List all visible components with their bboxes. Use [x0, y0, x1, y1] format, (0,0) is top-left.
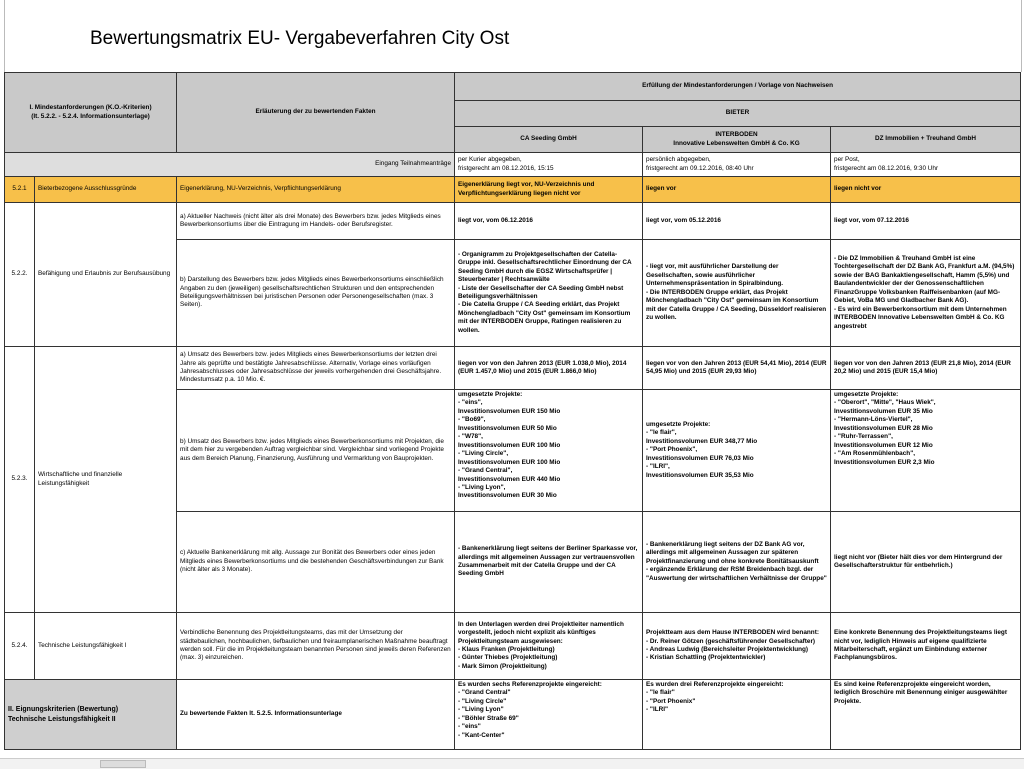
evaluation-matrix [4, 72, 1021, 750]
row-5-2-1-value-3: liegen nicht vor [831, 177, 1021, 203]
header-row-1 [5, 73, 1021, 101]
row-eignungskriterien [5, 680, 1021, 750]
row-5-2-4-criterion: Technische Leistungsfähigkeit I [35, 613, 177, 680]
row-5-2-1-number: 5.2.1 [5, 177, 35, 203]
row-5-2-1-value-2: liegen vor [643, 177, 831, 203]
header-criteria: I. Mindestanforderungen (K.O.-Kriterien) (lt. 5.2.2. - 5.2.4. Informationsunterlage) [5, 73, 177, 153]
row-5-2-3-b-value-1: umgesetzte Projekte: - "eins", Investitionsvolumen EUR 150 Mio - "Bo69", Investitionsvolumen EUR 50 Mio - "W78", Investitionsvolumen EUR 100 Mio - "Living Circle", Investitionsvolumen EUR 100 Mio - "Grand Central", Investitionsvolumen EUR 440 Mio - "Living Lyon", Investitionsvolumen EUR 30 Mio [455, 390, 643, 512]
row-5-2-2-a [5, 203, 1021, 240]
row-5-2-1-fact: Eigenerklärung, NU-Verzeichnis, Verpflichtungserklärung [177, 177, 455, 203]
page-title: Bewertungsmatrix EU- Vergabeverfahren City Ost [90, 28, 510, 49]
row-5-2-3-a-value-2: liegen vor von den Jahren 2013 (EUR 54,41 Mio), 2014 (EUR 54,95 Mio) und 2015 (EUR 29,93 Mio) [643, 347, 831, 390]
row-5-2-4-fact: Verbindliche Benennung des Projektleitungsteams, das mit der Umsetzung der städtebaulichen, hochbaulichen, tiefbaulichen und freiraumplanerischen Maßnahme beauftragt werden soll. Für die im Projektleitungsteam benannten Personen sind jeweils deren Referenzen (max. 3) einzureichen. [177, 613, 455, 680]
row-5-2-4-number: 5.2.4. [5, 613, 35, 680]
row-5-2-1-criterion: Bieterbezogene Ausschlussgründe [35, 177, 177, 203]
row-5-2-2-b-value-2: - liegt vor, mit ausführlicher Darstellung der Gesellschaften, sowie ausführlicher Unternehmenspräsentation in Spiralbindung. - Die INTERBODEN Gruppe erklärt, das Projekt Mönchengladbach "City Ost" gemeinsam im Konsortium mit der Catella Gruppe / CA Seeding, Düsseldorf realisieren zu wollen. [643, 240, 831, 347]
header-facts: Erläuterung der zu bewertenden Fakten [177, 73, 455, 153]
header-fulfillment: Erfüllung der Mindestanforderungen / Vorlage von Nachweisen [455, 73, 1021, 101]
row-5-2-1 [5, 177, 1021, 203]
row-5-2-2-criterion: Befähigung und Erlaubnis zur Berufsausübung [35, 203, 177, 347]
row-5-2-2-a-fact: a) Aktueller Nachweis (nicht älter als drei Monate) des Bewerbers bzw. jedes Mitglieds eines Bewerberkonsortiums über die Eintragung im Handels- oder Berufsregister. [177, 203, 455, 240]
header-bieter: BIETER [455, 101, 1021, 127]
bidder-dz-immobilien: DZ Immobilien + Treuhand GmbH [831, 127, 1021, 153]
row-5-2-4 [5, 613, 1021, 680]
row-5-2-3-a-value-1: liegen vor von den Jahren 2013 (EUR 1.038,0 Mio), 2014 (EUR 1.457,0 Mio) und 2015 (EUR 1.866,0 Mio) [455, 347, 643, 390]
row-5-2-3-a-fact: a) Umsatz des Bewerbers bzw. jedes Mitglieds eines Bewerberkonsortiums der letzten drei Jahre als geprüfte und bestätigte Jahresabschlüsse. Alternativ, Vorlage eines vorläufigen Jahresabschlusses oder Jahresabschlüsse der jeweils vorhergehenden drei Geschäftsjahre. Mindestumsatz p.a. 10 Mio. €. [177, 347, 455, 390]
eingang-value-3: per Post, fristgerecht am 08.12.2016, 9:30 Uhr [831, 153, 1021, 177]
row-5-2-3-a-value-3: liegen vor von den Jahren 2013 (EUR 21,8 Mio), 2014 (EUR 20,2 Mio) und 2015 (EUR 15,4 Mio) [831, 347, 1021, 390]
row-5-2-2-b-fact: b) Darstellung des Bewerbers bzw. jedes Mitglieds eines Bewerberkonsortiums einschließlich Angaben zu den (jeweiligen) gesellschaftsrechtlichen Strukturen und den entsprechenden Beteiligungsverhältnissen bei juristischen Personen oder Personengesellschaften (max. 3 Seiten). [177, 240, 455, 347]
row-5-2-2-a-value-3: liegt vor, vom 07.12.2016 [831, 203, 1021, 240]
row-5-2-3-c-fact: c) Aktuelle Bankenerklärung mit allg. Aussage zur Bonität des Bewerbers oder eines jeden Mitglieds eines Bewerberkonsortiums und die bestehenden Geschäftsverbindungen zur Bank (nicht älter als 3 Monate). [177, 512, 455, 613]
scrollbar-thumb[interactable] [100, 760, 146, 768]
row-ii-value-3: Es sind keine Referenzprojekte eingereicht worden, lediglich Broschüre mit Benennung einiger ausgewählter Projekte. [831, 680, 1021, 750]
row-5-2-2-a-value-2: liegt vor, vom 05.12.2016 [643, 203, 831, 240]
eingang-value-1: per Kurier abgegeben, fristgerecht am 08.12.2016, 15:15 [455, 153, 643, 177]
row-ii-value-2: Es wurden drei Referenzprojekte eingereicht: - "le flair" - "Port Phoenix" - "ILRI" [643, 680, 831, 750]
row-5-2-3-c-value-3: liegt nicht vor (Bieter hält dies vor dem Hintergrund der Gesellschafterstruktur für entbehrlich.) [831, 512, 1021, 613]
row-5-2-3-criterion: Wirtschaftliche und finanzielle Leistungsfähigkeit [35, 347, 177, 613]
bidder-ca-seeding: CA Seeding GmbH [455, 127, 643, 153]
horizontal-scrollbar[interactable] [0, 758, 1024, 769]
row-5-2-2-number: 5.2.2. [5, 203, 35, 347]
row-5-2-3-c-value-1: - Bankenerklärung liegt seitens der Berliner Sparkasse vor, allerdings mit allgemeinen Aussagen zur vertrauensvollen Zusammenarbeit mit der Catella Gruppe und der CA Seeding GmbH [455, 512, 643, 613]
row-ii-value-1: Es wurden sechs Referenzprojekte eingereicht: - "Grand Central" - "Living Circle" - "Living Lyon" - "Böhler Straße 69" - "eins" - "Kant-Center" [455, 680, 643, 750]
row-5-2-4-value-1: In den Unterlagen werden drei Projektleiter namentlich vorgestellt, jedoch nicht explizit als künftiges Projektleitungsteam ausgewiesen: - Klaus Franken (Projektleitung) - Günter Thiebes (Projektleitung) - Mark Simon (Projektleitung) [455, 613, 643, 680]
row-5-2-3-b-value-2: umgesetzte Projekte: - "le flair", Investitionsvolumen EUR 348,77 Mio - "Port Phoenix", Investitionsvolumen EUR 76,03 Mio - "ILRI", Investitionsvolumen EUR 35,53 Mio [643, 390, 831, 512]
row-5-2-4-value-2: Projektteam aus dem Hause INTERBODEN wird benannt: - Dr. Reiner Götzen (geschäftsführender Gesellschafter) - Andreas Ludwig (Bereichsleiter Projektentwicklung) - Kristian Schattling (Projektentwickler) [643, 613, 831, 680]
row-5-2-3-c-value-2: - Bankenerklärung liegt seitens der DZ Bank AG vor, allerdings mit allgemeinen Aussagen zur späteren Projektfinanzierung und ohne konkrete Bonitätsauskunft - ergänzende Erklärung der RSM Breidenbach bzgl. der "Auswertung der wirtschaftlichen Verhältnisse der Gruppe" [643, 512, 831, 613]
row-5-2-4-value-3: Eine konkrete Benennung des Projektleitungsteams liegt nicht vor, lediglich Hinweis auf eigene qualifizierte Mitarbeiterschaft, ergänzt um Einbindung externer Fachplanungsbüros. [831, 613, 1021, 680]
row-5-2-2-b-value-1: - Organigramm zu Projektgesellschaften der Catella-Gruppe inkl. Gesellschaftsrechtlicher Einordnung der CA Seeding GmbH durch die EGSZ Wirtschaftsprüfer | Steuerberater | Rechtsanwälte - Liste der Gesellschafter der CA Seeding GmbH nebst Beteiligungsverhältnissen - Die Catella Gruppe / CA Seeding erklärt, das Projekt Mönchengladbach "City Ost" gemeinsam im Konsortium mit der INTERBODEN Gruppe, Ratingen realisieren zu wollen. [455, 240, 643, 347]
row-5-2-1-value-1: Eigenerklärung liegt vor, NU-Verzeichnis und Verpflichtungserklärung liegen nicht vor [455, 177, 643, 203]
row-5-2-2-b-value-3: - Die DZ Immobilien & Treuhand GmbH ist eine Tochtergesellschaft der DZ Bank AG, Frankfurt a.M. (94,5%) sowie der BAG Bankaktiengesellschaft, Hamm (5,5%) und Baulandentwickler der der Genossenschaftlichen FinanzGruppe Volksbanken Raiffeisenbanken (auf MG-Gebiet, VoBa MG und Gladbacher Bank AG). - Es wird ein Bewerberkonsortium mit dem Unternehmen INTERBODEN Innovative Lebenswelten GmbH & Co. KG angestrebt [831, 240, 1021, 347]
row-ii-fact: Zu bewertende Fakten lt. 5.2.5. Informationsunterlage [177, 680, 455, 750]
row-5-2-3-a [5, 347, 1021, 390]
bidder-interboden: INTERBODEN Innovative Lebenswelten GmbH & Co. KG [643, 127, 831, 153]
row-5-2-3-b-value-3: umgesetzte Projekte: - "Oberort", "Mitte", "Haus Wiek", Investitionsvolumen EUR 35 Mio - "Hermann-Löns-Viertel", Investitionsvolumen EUR 28 Mio - "Ruhr-Terrassen", Investitionsvolumen EUR 12 Mio - "Am Rosenmühlenbach", Investitionsvolumen EUR 2,3 Mio [831, 390, 1021, 512]
eingang-label: Eingang Teilnahmeanträge [5, 153, 455, 177]
row-5-2-2-a-value-1: liegt vor, vom 06.12.2016 [455, 203, 643, 240]
row-5-2-3-number: 5.2.3. [5, 347, 35, 613]
eingang-value-2: persönlich abgegeben, fristgerecht am 09.12.2016, 08:40 Uhr [643, 153, 831, 177]
row-ii-criterion: II. Eignungskriterien (Bewertung) Technische Leistungsfähigkeit II [5, 680, 177, 750]
row-5-2-3-b-fact: b) Umsatz des Bewerbers bzw. jedes Mitglieds eines Bewerberkonsortiums mit Projekten, die mit dem hier zu vergebenden Auftrag vergleichbar sind. Vergleichbar sind vorliegend Projekte aus dem Bereich Planung, Finanzierung, Ausführung und Vermarktung von Bauprojekten. [177, 390, 455, 512]
row-eingang [5, 153, 1021, 177]
